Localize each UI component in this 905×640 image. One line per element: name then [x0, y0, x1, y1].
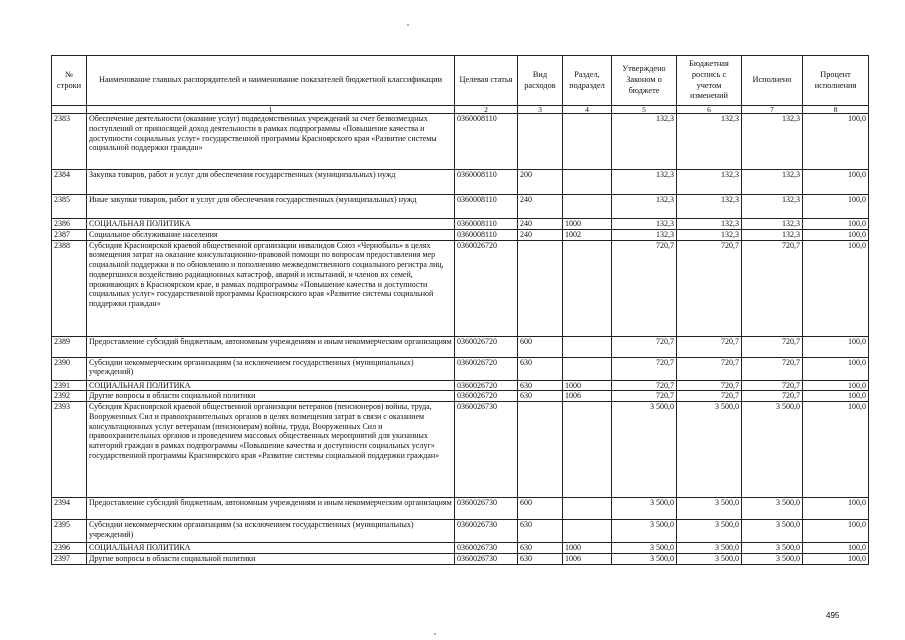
- row-section: 1006: [563, 553, 612, 564]
- row-name: Субсидия Красноярской краевой общественной организации ветеранов (пенсионеров) войны, труда, Вооруженных Сил и правоохранительных органов в целях возмещения затрат в связи с оказанием консультационных услуг ветеранам (пенсионерам) войны, труда, Вооруженных Сил и правоохранительных органов и проведением массовых общественных мероприятий для указанных категорий граждан в рамках подпрограммы «Повышение качества и доступности социальных услуг» государственной программы Красноярского края «Развитие системы социальной поддержки граждан»: [87, 402, 455, 498]
- table-row: [52, 402, 869, 498]
- table-row: [52, 543, 869, 554]
- row-percent: 100,0: [803, 380, 869, 391]
- row-percent: 100,0: [803, 240, 869, 336]
- row-name: Субсидии некоммерческим организациям (за исключением государственных (муниципальных) учреждений): [87, 520, 455, 543]
- row-percent: 100,0: [803, 170, 869, 195]
- row-done: 720,7: [742, 336, 803, 357]
- row-percent: 100,0: [803, 402, 869, 498]
- row-section: 1006: [563, 391, 612, 402]
- row-done: 720,7: [742, 357, 803, 380]
- row-number: 2395: [52, 520, 87, 543]
- row-section: [563, 336, 612, 357]
- row-name: Субсидии некоммерческим организациям (за исключением государственных (муниципальных) учреждений): [87, 357, 455, 380]
- row-percent: 100,0: [803, 195, 869, 219]
- row-number: 2385: [52, 195, 87, 219]
- row-section: [563, 170, 612, 195]
- row-expense-type: 630: [518, 391, 563, 402]
- row-approved: 720,7: [612, 391, 677, 402]
- col-number: 4: [563, 106, 612, 114]
- row-target-code: 0360026730: [455, 520, 518, 543]
- row-number: 2383: [52, 114, 87, 170]
- row-target-code: 0360008110: [455, 229, 518, 240]
- col-number: 7: [742, 106, 803, 114]
- row-expense-type: 240: [518, 229, 563, 240]
- header-row: [52, 56, 869, 106]
- table-row: [52, 114, 869, 170]
- row-done: 3 500,0: [742, 498, 803, 520]
- row-done: 132,3: [742, 219, 803, 230]
- row-percent: 100,0: [803, 336, 869, 357]
- row-expense-type: 600: [518, 498, 563, 520]
- row-budget: 132,3: [677, 170, 742, 195]
- row-name: Предоставление субсидий бюджетным, автономным учреждениям и иным некоммерческим организациям: [87, 498, 455, 520]
- row-expense-type: [518, 240, 563, 336]
- col-number: 8: [803, 106, 869, 114]
- page-number: 495: [826, 611, 840, 620]
- table-row: [52, 357, 869, 380]
- row-approved: 3 500,0: [612, 402, 677, 498]
- row-section: 1002: [563, 229, 612, 240]
- row-name: Обеспечение деятельности (оказание услуг) подведомственных учреждений за счет безвозмездных поступлений от приносящей доход деятельности в рамках подпрограммы «Повышение качества и доступности социальных услуг» государственной программы Красноярского края «Развитие системы социальной поддержки граждан»: [87, 114, 455, 170]
- row-expense-type: 240: [518, 219, 563, 230]
- row-target-code: 0360026720: [455, 336, 518, 357]
- row-expense-type: 630: [518, 357, 563, 380]
- row-percent: 100,0: [803, 543, 869, 554]
- row-done: 132,3: [742, 229, 803, 240]
- row-section: [563, 402, 612, 498]
- row-section: [563, 357, 612, 380]
- col-header-done: Исполнено: [742, 56, 803, 106]
- col-number-blank: [52, 106, 87, 114]
- row-budget: 132,3: [677, 114, 742, 170]
- row-done: 3 500,0: [742, 553, 803, 564]
- row-approved: 3 500,0: [612, 553, 677, 564]
- col-number: 5: [612, 106, 677, 114]
- row-done: 720,7: [742, 391, 803, 402]
- row-done: 132,3: [742, 114, 803, 170]
- row-percent: 100,0: [803, 498, 869, 520]
- column-number-row: [52, 106, 869, 114]
- col-header-num: № строки: [52, 56, 87, 106]
- row-name: Предоставление субсидий бюджетным, автономным учреждениям и иным некоммерческим организациям: [87, 336, 455, 357]
- row-approved: 3 500,0: [612, 498, 677, 520]
- row-name: СОЦИАЛЬНАЯ ПОЛИТИКА: [87, 543, 455, 554]
- row-target-code: 0360026730: [455, 402, 518, 498]
- table-row: [52, 240, 869, 336]
- row-name: Субсидия Красноярской краевой общественной организации инвалидов Союз «Чернобыль» в целях возмещения затрат на оказание консультационно-правовой помощи по вопросам предоставления мер социальной поддержки и по обновлению и пополнению межведомственного социального регистра лиц, подвергшихся воздействию радиационных катастроф, аварий и испытаний, и членов их семей, проживающих в Красноярском крае, в рамках подпрограммы «Повышение качества и доступности социальных услуг» государственной программы Красноярского края «Развитие системы социальной поддержки граждан»: [87, 240, 455, 336]
- row-section: [563, 240, 612, 336]
- table-row: [52, 195, 869, 219]
- col-header-razdel: Раздел, подраздел: [563, 56, 612, 106]
- col-header-name: Наименование главных распорядителей и наименование показателей бюджетной классификации: [87, 56, 455, 106]
- row-approved: 132,3: [612, 114, 677, 170]
- row-approved: 132,3: [612, 219, 677, 230]
- row-percent: 100,0: [803, 391, 869, 402]
- row-expense-type: 630: [518, 543, 563, 554]
- row-number: 2386: [52, 219, 87, 230]
- table-row: [52, 336, 869, 357]
- table-row: [52, 170, 869, 195]
- row-percent: 100,0: [803, 553, 869, 564]
- row-section: [563, 520, 612, 543]
- row-name: Другие вопросы в области социальной политики: [87, 391, 455, 402]
- row-expense-type: 240: [518, 195, 563, 219]
- row-name: СОЦИАЛЬНАЯ ПОЛИТИКА: [87, 380, 455, 391]
- row-percent: 100,0: [803, 219, 869, 230]
- row-target-code: 0360008110: [455, 195, 518, 219]
- table-row: [52, 229, 869, 240]
- row-budget: 720,7: [677, 380, 742, 391]
- row-target-code: 0360008110: [455, 114, 518, 170]
- col-number: 1: [87, 106, 455, 114]
- table-body: [52, 114, 869, 565]
- row-number: 2397: [52, 553, 87, 564]
- row-budget: 720,7: [677, 391, 742, 402]
- row-approved: 3 500,0: [612, 543, 677, 554]
- row-target-code: 0360026720: [455, 357, 518, 380]
- col-number: 2: [455, 106, 518, 114]
- row-number: 2388: [52, 240, 87, 336]
- row-approved: 132,3: [612, 195, 677, 219]
- row-budget: 720,7: [677, 240, 742, 336]
- budget-execution-table: [51, 55, 869, 565]
- col-number: 3: [518, 106, 563, 114]
- row-expense-type: 600: [518, 336, 563, 357]
- row-target-code: 0360026730: [455, 553, 518, 564]
- row-approved: 132,3: [612, 229, 677, 240]
- row-budget: 3 500,0: [677, 498, 742, 520]
- row-approved: 720,7: [612, 336, 677, 357]
- row-target-code: 0360026720: [455, 391, 518, 402]
- row-budget: 3 500,0: [677, 402, 742, 498]
- row-budget: 3 500,0: [677, 520, 742, 543]
- row-budget: 3 500,0: [677, 543, 742, 554]
- row-approved: 3 500,0: [612, 520, 677, 543]
- row-target-code: 0360026730: [455, 498, 518, 520]
- table-row: [52, 380, 869, 391]
- row-number: 2394: [52, 498, 87, 520]
- row-budget: 132,3: [677, 219, 742, 230]
- row-number: 2396: [52, 543, 87, 554]
- row-section: 1000: [563, 219, 612, 230]
- row-done: 3 500,0: [742, 543, 803, 554]
- row-expense-type: [518, 402, 563, 498]
- col-header-approved: Утверждено Законом о бюджете: [612, 56, 677, 106]
- row-section: [563, 195, 612, 219]
- row-section: 1000: [563, 543, 612, 554]
- row-name: Иные закупки товаров, работ и услуг для обеспечения государственных (муниципальных) нужд: [87, 195, 455, 219]
- row-percent: 100,0: [803, 520, 869, 543]
- row-percent: 100,0: [803, 357, 869, 380]
- row-expense-type: [518, 114, 563, 170]
- row-budget: 720,7: [677, 336, 742, 357]
- col-header-code: Целевая статья: [455, 56, 518, 106]
- scan-speck: [434, 633, 436, 635]
- row-done: 3 500,0: [742, 520, 803, 543]
- row-number: 2387: [52, 229, 87, 240]
- row-expense-type: 200: [518, 170, 563, 195]
- row-number: 2391: [52, 380, 87, 391]
- row-done: 720,7: [742, 380, 803, 391]
- col-header-vid: Вид расходов: [518, 56, 563, 106]
- row-approved: 720,7: [612, 357, 677, 380]
- row-approved: 720,7: [612, 240, 677, 336]
- row-done: 132,3: [742, 170, 803, 195]
- row-approved: 720,7: [612, 380, 677, 391]
- row-section: [563, 498, 612, 520]
- row-name: СОЦИАЛЬНАЯ ПОЛИТИКА: [87, 219, 455, 230]
- row-target-code: 0360026730: [455, 543, 518, 554]
- row-expense-type: 630: [518, 380, 563, 391]
- row-number: 2390: [52, 357, 87, 380]
- table-row: [52, 219, 869, 230]
- table-row: [52, 391, 869, 402]
- col-header-percent: Процент исполнения: [803, 56, 869, 106]
- row-name: Социальное обслуживание населения: [87, 229, 455, 240]
- row-name: Закупка товаров, работ и услуг для обеспечения государственных (муниципальных) нужд: [87, 170, 455, 195]
- row-name: Другие вопросы в области социальной политики: [87, 553, 455, 564]
- row-percent: 100,0: [803, 229, 869, 240]
- row-number: 2393: [52, 402, 87, 498]
- row-section: 1000: [563, 380, 612, 391]
- table-row: [52, 553, 869, 564]
- row-done: 3 500,0: [742, 402, 803, 498]
- row-budget: 720,7: [677, 357, 742, 380]
- row-expense-type: 630: [518, 520, 563, 543]
- row-number: 2384: [52, 170, 87, 195]
- row-target-code: 0360026720: [455, 240, 518, 336]
- col-number: 6: [677, 106, 742, 114]
- row-number: 2392: [52, 391, 87, 402]
- row-number: 2389: [52, 336, 87, 357]
- row-approved: 132,3: [612, 170, 677, 195]
- table-row: [52, 520, 869, 543]
- row-budget: 3 500,0: [677, 553, 742, 564]
- row-budget: 132,3: [677, 229, 742, 240]
- row-budget: 132,3: [677, 195, 742, 219]
- table-row: [52, 498, 869, 520]
- scan-speck: [407, 24, 409, 26]
- row-section: [563, 114, 612, 170]
- row-target-code: 0360008110: [455, 219, 518, 230]
- row-target-code: 0360026720: [455, 380, 518, 391]
- row-expense-type: 630: [518, 553, 563, 564]
- row-done: 132,3: [742, 195, 803, 219]
- row-percent: 100,0: [803, 114, 869, 170]
- row-target-code: 0360008110: [455, 170, 518, 195]
- col-header-budget: Бюджетная роспись с учетом изменений: [677, 56, 742, 106]
- row-done: 720,7: [742, 240, 803, 336]
